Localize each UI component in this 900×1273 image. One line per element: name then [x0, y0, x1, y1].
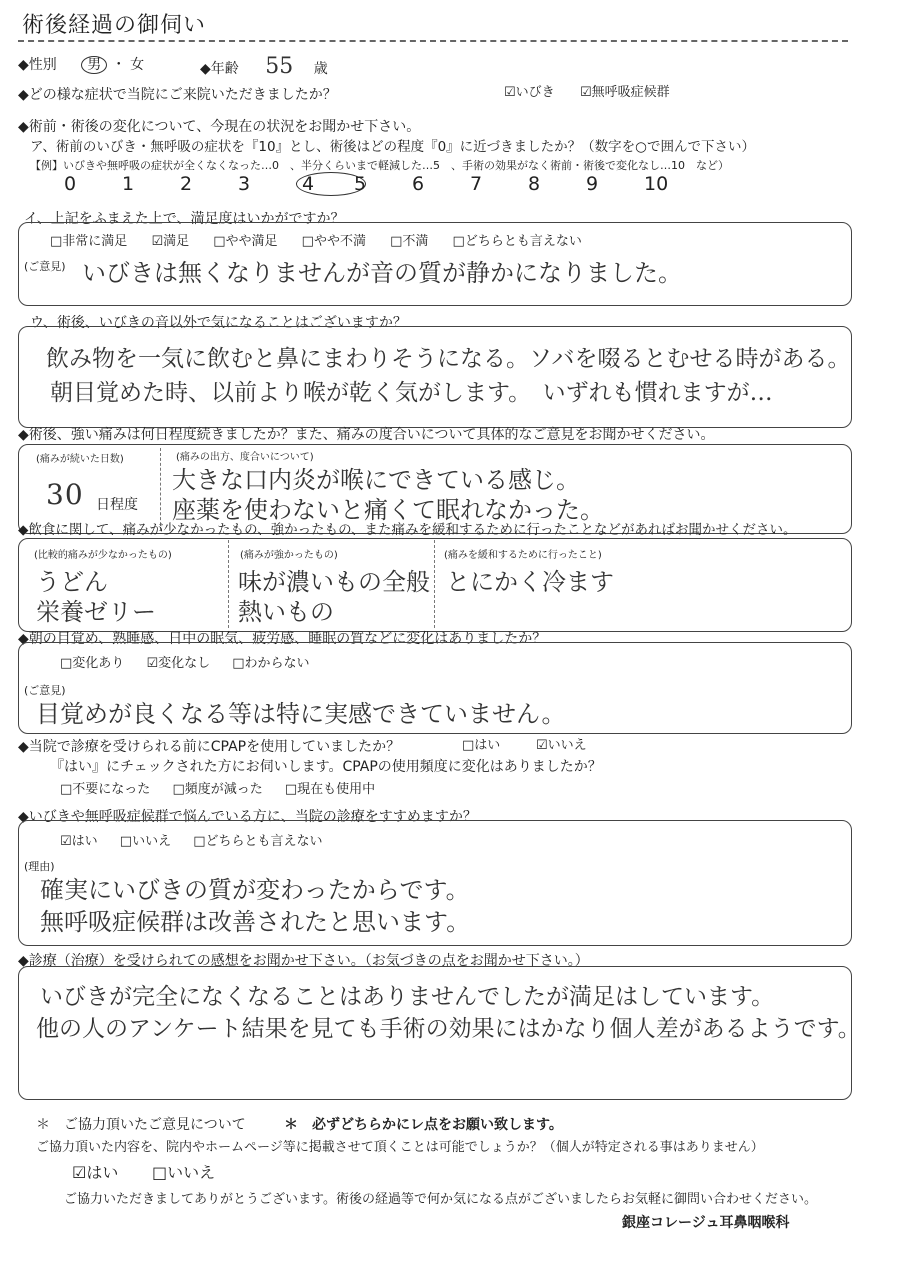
scale-10[interactable]: 10	[644, 173, 669, 195]
sleep-unchanged[interactable]: ☑変化なし	[146, 656, 211, 671]
impression-question: ◆診療（治療）を受けられての感想をお聞かせ下さい。（お気づきの点をお聞かせ下さい。）	[18, 953, 589, 969]
consent-heading-1: ＊ ご協力頂いたご意見について	[36, 1117, 246, 1133]
other-concerns-line1[interactable]: 飲み物を一気に飲むと鼻にまわりそうになる。ソバを啜るとむせる時がある。	[46, 346, 851, 372]
food-question: ◆飲食に関して、痛みが少なかったもの、強かったもの、また痛みを緩和するために行ったことなどがあればお聞かせください。	[18, 522, 797, 538]
recommend-reason-line2[interactable]: 無呼吸症候群は改善されたと思います。	[40, 908, 471, 936]
symptom-apnea-checkbox[interactable]: ☑無呼吸症候群	[580, 85, 670, 100]
consent-heading-2: ＊ 必ずどちらかにレ点をお願い致します。	[284, 1117, 563, 1133]
recommend-question: ◆いびきや無呼吸症候群で悩んでいる方に、当院の診療をすすめますか？	[18, 809, 477, 825]
gender-separator: ・	[111, 57, 126, 73]
pain-question: ◆術後、強い痛みは何日程度続きましたか？また、痛みの度合いについて具体的なご意見をお聞かせください。	[18, 427, 715, 443]
food-col2-label: (痛みが強かったもの)	[240, 550, 338, 561]
food-col3-line1[interactable]: とにかく冷ます	[446, 568, 614, 596]
food-divider-2	[434, 540, 435, 628]
gender-label: ◆性別	[18, 57, 57, 73]
age-label: ◆年齢	[200, 61, 239, 77]
cpap-followup: 『はい』にチェックされた方にお伺いします。CPAPの使用頻度に変化はありましたか？	[50, 759, 602, 775]
change-example: 【例】いびきや無呼吸の症状が全くなくなった…0 、半分くらいまで軽減した…5 、手術の効果がなく術前・術後で変化なし…10 など）	[30, 159, 729, 172]
food-divider-1	[228, 540, 229, 628]
food-col2-line1[interactable]: 味が濃いもの全般	[238, 568, 430, 596]
satisfaction-neutral[interactable]: □どちらとも言えない	[452, 234, 582, 249]
consent-no-checkbox[interactable]: □いいえ	[152, 1163, 216, 1182]
consent-yes-checkbox[interactable]: ☑はい	[72, 1163, 119, 1182]
recommend-neutral[interactable]: □どちらとも言えない	[193, 834, 323, 849]
food-col1-label: (比較的痛みが少なかったもの)	[34, 550, 172, 561]
gender-male-option[interactable]: 男	[81, 56, 107, 74]
recommend-reason-label: (理由)	[24, 860, 55, 873]
cpap-question: ◆当院で診療を受けられる前にCPAPを使用していましたか？	[18, 739, 401, 755]
gender-row	[18, 54, 144, 74]
recommend-reason-line1[interactable]: 確実にいびきの質が変わったからです。	[40, 876, 470, 904]
satisfaction-opinion[interactable]: いびきは無くなりませんが音の質が静かになりました。	[82, 259, 682, 287]
pain-days-unit: 日程度	[96, 497, 138, 513]
change-subquestion: ア、術前のいびき・無呼吸の症状を『10』とし、術後はどの程度『0』に近づきましたか？（数字を○で囲んで下さい）	[30, 139, 755, 155]
sleep-opinion[interactable]: 目覚めが良くなる等は特に実感できていません。	[36, 700, 566, 728]
scale-0[interactable]: 0	[64, 173, 77, 195]
cpap-reduced[interactable]: □頻度が減った	[172, 782, 263, 797]
change-question: ◆術前・術後の変化について、今現在の状況をお聞かせ下さい。	[18, 119, 421, 135]
sleep-question: ◆朝の目覚め、熟睡感、日中の眠気、疲労感、睡眠の質などに変化はありましたか？	[18, 631, 547, 647]
scale-5[interactable]: 5	[354, 173, 367, 195]
sleep-options	[60, 652, 310, 671]
food-col2-line2[interactable]: 熱いもの	[238, 598, 334, 626]
sleep-unknown[interactable]: □わからない	[232, 656, 310, 671]
footer-thanks: ご協力いただきましてありがとうございます。術後の経過等で何か気になる点がございましたらお気軽に御問い合わせください。	[64, 1192, 817, 1207]
satisfaction-satisfied[interactable]: ☑満足	[151, 234, 190, 249]
cpap-yes-checkbox[interactable]: □はい	[462, 738, 501, 753]
pain-detail-line2[interactable]: 座薬を使わないと痛くて眠れなかった。	[172, 496, 604, 524]
footer-clinic-name: 銀座コレージュ耳鼻咽喉科	[622, 1215, 790, 1231]
gender-female-option[interactable]: 女	[130, 57, 145, 73]
other-concerns-question: ウ、術後、いびきの音以外で気になることはございますか？	[30, 315, 407, 331]
satisfaction-very-satisfied[interactable]: □非常に満足	[50, 234, 128, 249]
other-concerns-line2[interactable]: 朝目覚めた時、以前より喉が乾く気がします。 いずれも慣れますが…	[50, 380, 773, 406]
satisfaction-somewhat-satisfied[interactable]: □やや満足	[213, 234, 278, 249]
food-col3-label: (痛みを緩和するために行ったこと)	[444, 550, 602, 561]
pain-days-value[interactable]: 30	[46, 478, 84, 511]
pain-days-label: (痛みが続いた日数)	[36, 454, 124, 465]
scale-3[interactable]: 3	[238, 173, 251, 195]
pain-detail-line1[interactable]: 大きな口内炎が喉にできている感じ。	[172, 466, 580, 494]
age-value[interactable]: 55	[265, 54, 294, 79]
impression-line2[interactable]: 他の人のアンケート結果を見ても手術の効果にはかなり個人差があるようです。	[36, 1016, 861, 1042]
impression-line1[interactable]: いびきが完全になくなることはありませんでしたが満足はしています。	[40, 984, 775, 1010]
scale-1[interactable]: 1	[122, 173, 135, 195]
symptoms-question: ◆どの様な症状で当院にご来院いただきましたか？	[18, 87, 337, 103]
pain-detail-label: (痛みの出方、度合いについて)	[176, 452, 314, 463]
change-scale	[64, 172, 702, 196]
scale-7[interactable]: 7	[470, 173, 483, 195]
scale-2[interactable]: 2	[180, 173, 193, 195]
age-row	[200, 54, 328, 79]
recommend-yes[interactable]: ☑はい	[60, 834, 98, 849]
cpap-still-using[interactable]: □現在も使用中	[284, 782, 376, 797]
satisfaction-dissatisfied[interactable]: □不満	[390, 234, 429, 249]
sleep-opinion-label: (ご意見)	[24, 684, 66, 697]
scale-9[interactable]: 9	[586, 173, 599, 195]
page-title: 術後経過の御伺い	[22, 13, 207, 38]
recommend-no[interactable]: □いいえ	[119, 834, 172, 849]
symptom-snoring-checkbox[interactable]: ☑いびき	[504, 85, 555, 100]
satisfaction-opinion-label: (ご意見)	[24, 260, 66, 273]
food-col1-line1[interactable]: うどん	[36, 568, 108, 596]
cpap-options	[60, 778, 375, 797]
title-divider	[18, 40, 848, 42]
age-unit: 歳	[313, 61, 328, 77]
scale-4-selected: 4	[296, 172, 366, 196]
consent-question: ご協力頂いた内容を、院内やホームページ等に掲載させて頂くことは可能でしょうか？（個人が特定される事はありません）	[36, 1140, 764, 1155]
cpap-not-needed[interactable]: □不要になった	[60, 782, 151, 797]
food-col1-line2[interactable]: 栄養ゼリー	[36, 598, 156, 626]
sleep-changed[interactable]: □変化あり	[60, 656, 125, 671]
satisfaction-somewhat-dissatisfied[interactable]: □やや不満	[301, 234, 366, 249]
satisfaction-question: イ、上記をふまえた上で、満足度はいかがですか？	[24, 211, 345, 227]
cpap-no-checkbox[interactable]: ☑いいえ	[536, 738, 587, 753]
scale-8[interactable]: 8	[528, 173, 541, 195]
scale-4[interactable]	[296, 172, 354, 196]
recommend-options	[60, 830, 323, 849]
satisfaction-options	[50, 230, 582, 249]
scale-6[interactable]: 6	[412, 173, 425, 195]
